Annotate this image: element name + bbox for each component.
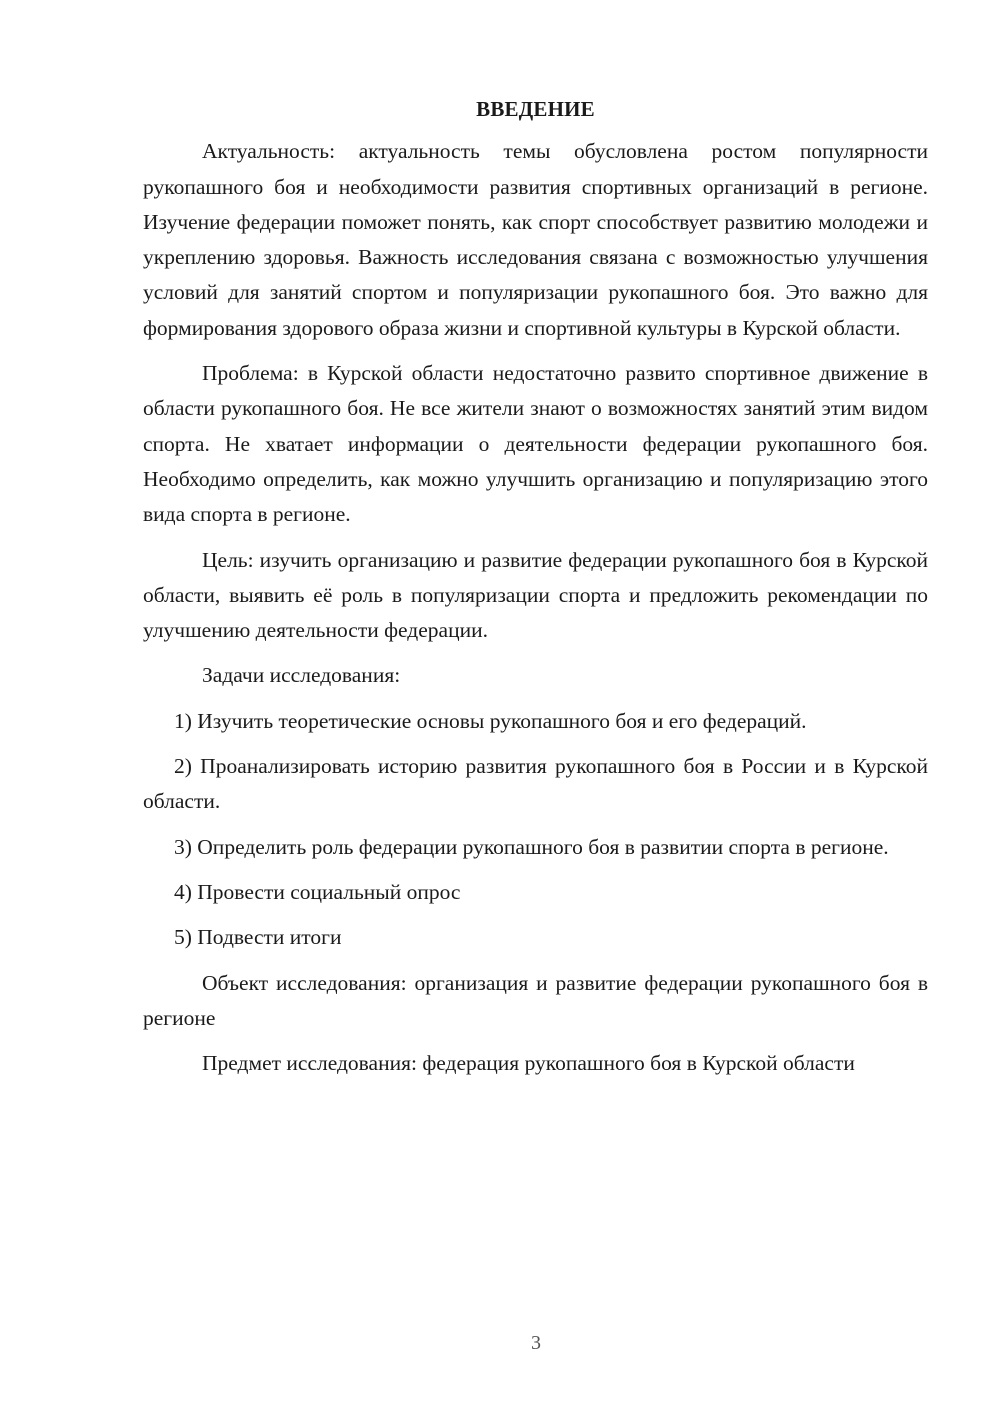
subject-paragraph: Предмет исследования: федерация рукопашного боя в Курской области (202, 1051, 855, 1076)
task-item: 1) Изучить теоретические основы рукопашного боя и его федераций. (174, 708, 807, 733)
relevance-paragraph: Актуальность: актуальность темы обусловлена ростом популярности рукопашного боя и необходимости развития спортивных организаций в регионе. Изучение федерации поможет понять, как спорт способствует развитию молодежи и укреплению здоровья. Важность исследования связана с возможностью улучшения условий для занятий спортом и популяризации рукопашного боя. Это важно для формирования здорового образа жизни и спортивной культуры в Курской области. (143, 139, 928, 340)
problem-paragraph: Проблема: в Курской области недостаточно развито спортивное движение в области рукопашного боя. Не все жители знают о возможностях занятий этим видом спорта. Не хватает информации о деятельности федерации рукопашного боя. Необходимо определить, как можно улучшить организацию и популяризацию этого вида спорта в регионе. (143, 361, 928, 527)
object-paragraph: Объект исследования: организация и развитие федерации рукопашного боя в регионе (143, 970, 928, 1030)
tasks-list (143, 704, 928, 956)
task-item: 4) Провести социальный опрос (174, 879, 461, 904)
goal-paragraph: Цель: изучить организацию и развитие федерации рукопашного боя в Курской области, выявить её роль в популяризации спорта и предложить рекомендации по улучшению деятельности федерации. (143, 547, 928, 643)
tasks-heading: Задачи исследования: (202, 663, 401, 688)
section-title: ВВЕДЕНИЕ (476, 97, 595, 121)
page-number: 3 (531, 1332, 541, 1354)
task-item: 2) Проанализировать историю развития рукопашного боя в России и в Курской области. (143, 754, 928, 814)
document-page (143, 92, 928, 1091)
task-item: 5) Подвести итоги (174, 925, 342, 950)
task-item: 3) Определить роль федерации рукопашного боя в развитии спорта в регионе. (174, 834, 889, 859)
